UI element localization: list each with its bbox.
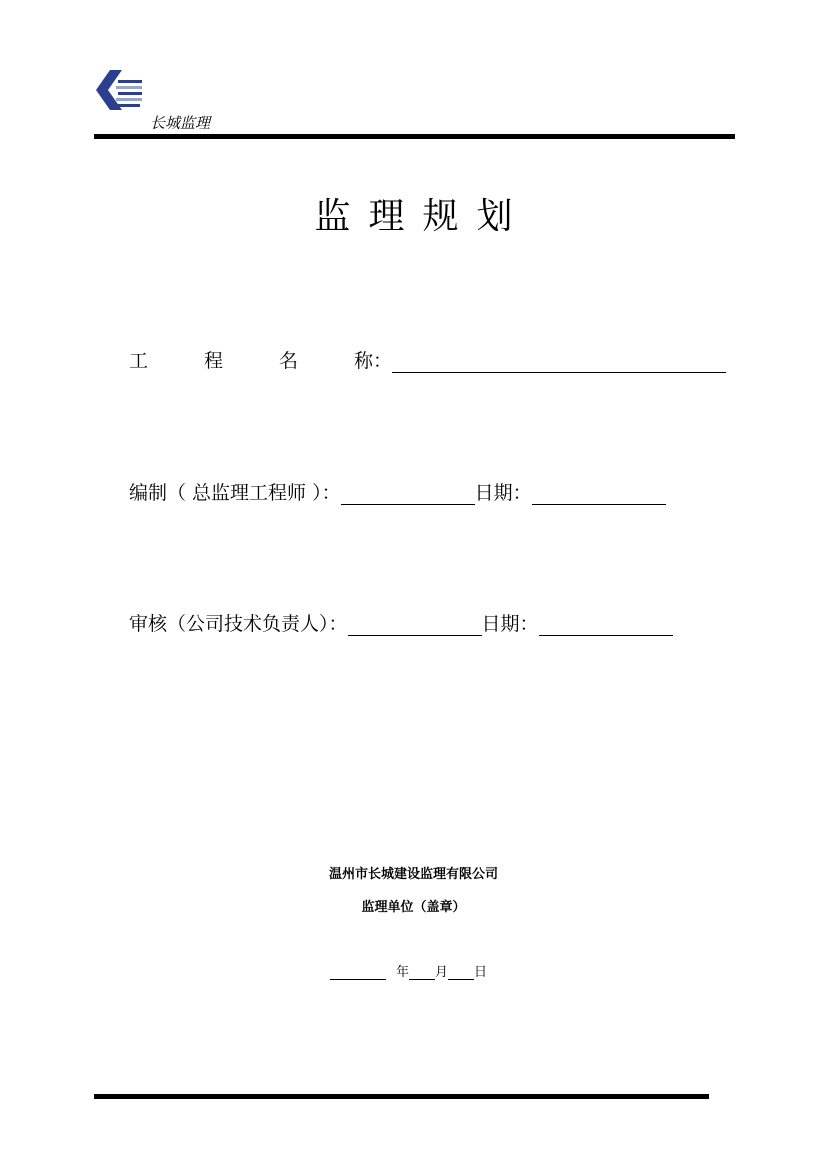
compiler-date-label: 日期： <box>474 482 532 504</box>
month-label: 月 <box>435 965 449 980</box>
seal-label: 监理单位（盖章） <box>361 900 466 915</box>
project-name-label-char: 称 <box>353 350 373 372</box>
document-title: 监理规划 <box>314 196 531 237</box>
day-label: 日 <box>474 965 488 980</box>
reviewer-label: 审核（公司技术负责人）： <box>129 613 348 635</box>
project-name-label-char: 名 <box>278 350 298 372</box>
project-name-input-line[interactable] <box>392 352 726 373</box>
year-label: 年 <box>396 965 410 980</box>
reviewer-date-label: 日期： <box>481 613 539 635</box>
reviewer-field <box>129 609 673 636</box>
project-name-label-char: 程 <box>203 350 223 372</box>
company-full-name: 温州市长城建设监理有限公司 <box>328 867 498 882</box>
company-short-name: 长城监理 <box>150 114 211 132</box>
project-name-field <box>129 346 726 373</box>
reviewer-date-input-line[interactable] <box>539 615 673 636</box>
month-blank[interactable] <box>409 965 435 980</box>
company-logo-icon <box>96 68 144 114</box>
year-blank[interactable] <box>330 965 386 980</box>
day-blank[interactable] <box>448 965 474 980</box>
footer-rule <box>94 1094 709 1099</box>
project-name-colon: ： <box>373 350 393 372</box>
compiler-date-input-line[interactable] <box>532 484 666 505</box>
compiler-label: 编制（ 总监理工程师 ）： <box>129 482 341 504</box>
reviewer-input-line[interactable] <box>348 615 482 636</box>
header-rule <box>94 134 735 139</box>
compiler-field <box>129 478 666 505</box>
sign-date-line <box>330 961 487 980</box>
project-name-label <box>129 346 373 373</box>
project-name-label-char: 工 <box>129 350 149 372</box>
compiler-input-line[interactable] <box>341 484 475 505</box>
